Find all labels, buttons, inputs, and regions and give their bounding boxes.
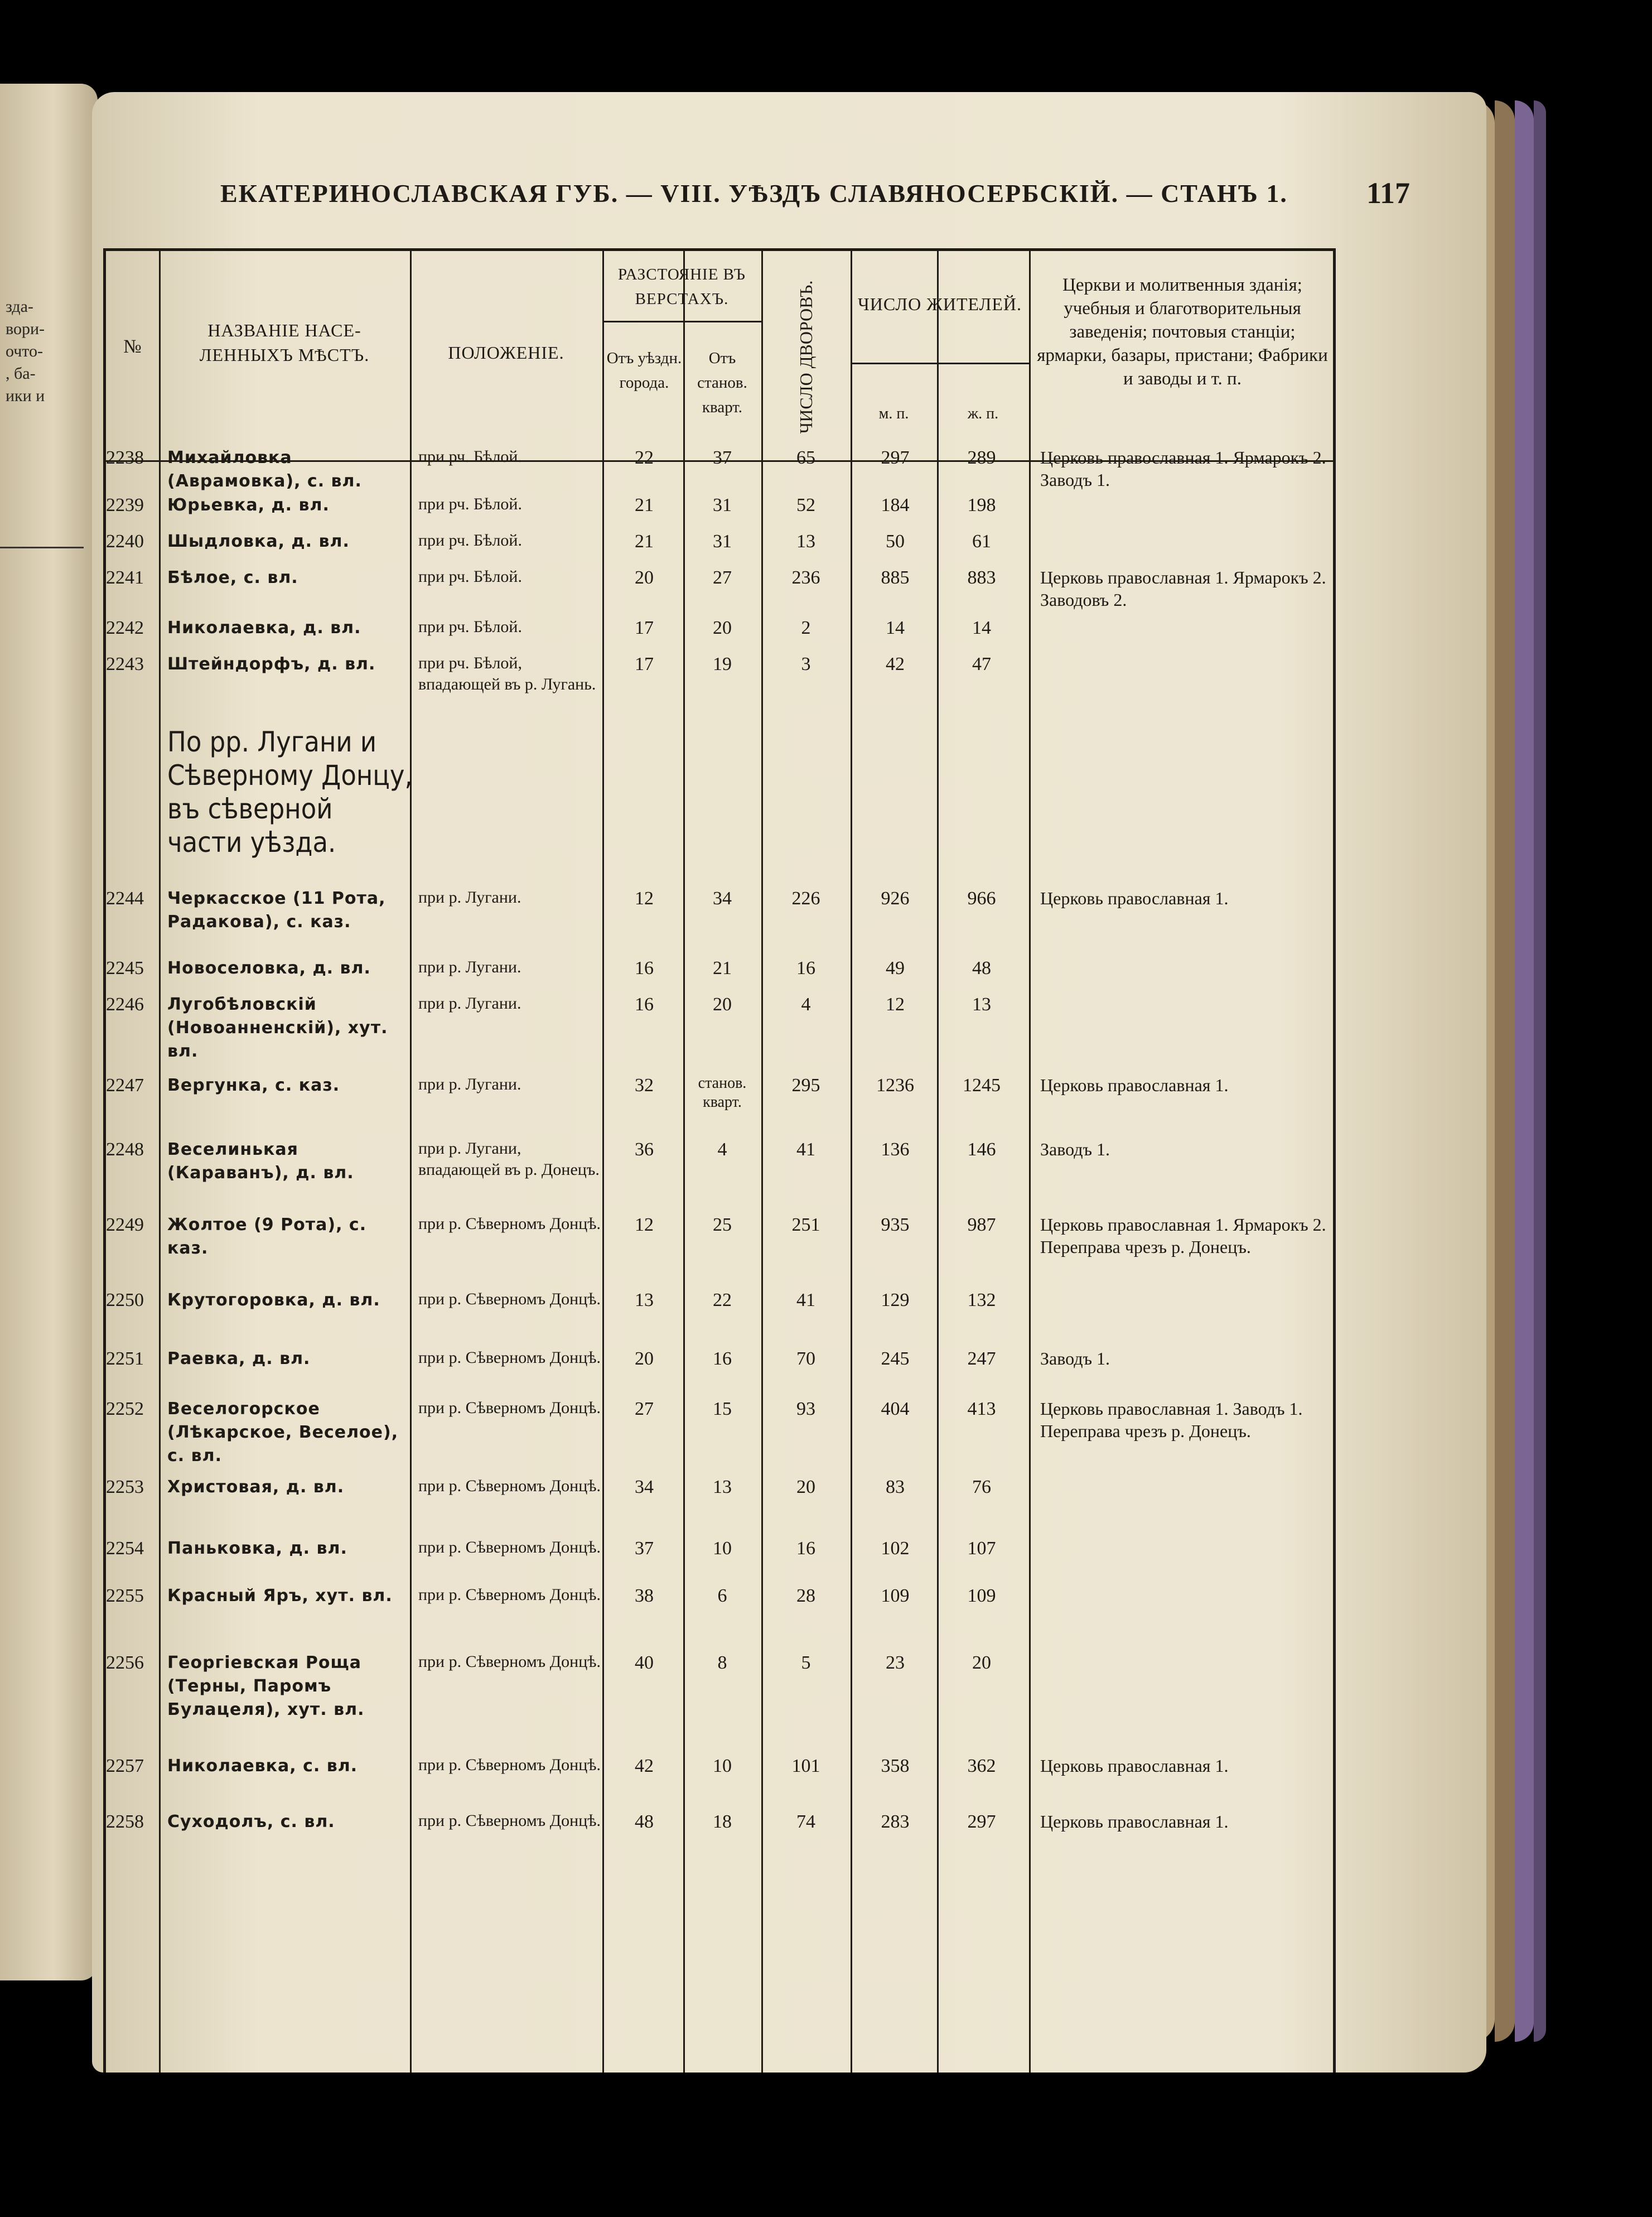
distance-station: 4 bbox=[717, 1139, 727, 1160]
male-count: 23 bbox=[886, 1652, 905, 1673]
distance-station: 10 bbox=[713, 1756, 732, 1776]
position: при р. Сѣверномъ Донцѣ. bbox=[418, 1652, 601, 1671]
distance-city: 42 bbox=[635, 1756, 654, 1776]
header-rule bbox=[602, 321, 761, 322]
female-count: 13 bbox=[972, 994, 991, 1015]
position: при р. Лугани. bbox=[418, 888, 521, 907]
row-number: 2241 bbox=[106, 567, 144, 588]
notes: Церковь православная 1. Ярмарокъ 2. Заводовъ 2. bbox=[1040, 567, 1326, 610]
distance-station: 25 bbox=[713, 1214, 732, 1235]
distance-station: 13 bbox=[713, 1477, 732, 1497]
row-number: 2246 bbox=[106, 994, 144, 1015]
male-count: 12 bbox=[886, 994, 905, 1015]
male-count: 885 bbox=[881, 567, 910, 588]
position: при р. Сѣверномъ Донцѣ. bbox=[418, 1538, 601, 1556]
male-count: 136 bbox=[881, 1139, 910, 1160]
male-count: 109 bbox=[881, 1585, 910, 1606]
header-female: ж. п. bbox=[967, 405, 999, 422]
section-heading: По рр. Лугани и Сѣверному Донцу, въ сѣверной части уѣзда. bbox=[167, 726, 413, 859]
male-count: 129 bbox=[881, 1290, 910, 1310]
left-page-edge bbox=[0, 84, 98, 1980]
row-number: 2250 bbox=[106, 1290, 144, 1310]
female-count: 109 bbox=[967, 1585, 996, 1606]
male-count: 50 bbox=[886, 531, 905, 552]
column-rule bbox=[683, 251, 685, 2073]
yards: 28 bbox=[796, 1585, 815, 1606]
distance-city: 27 bbox=[635, 1399, 654, 1419]
column-rule bbox=[602, 251, 604, 2073]
place-name: Черкасское (11 Рота, Радакова), с. каз. bbox=[167, 889, 386, 932]
page bbox=[92, 92, 1486, 2073]
position: при рч. Бѣлой. bbox=[418, 618, 522, 636]
left-page-fragment: зда- вори- очто- , ба- ики и bbox=[6, 297, 45, 405]
distance-station: 15 bbox=[713, 1399, 732, 1419]
notes: Церковь православная 1. bbox=[1040, 1811, 1229, 1832]
row-number: 2244 bbox=[106, 888, 144, 909]
page-edge bbox=[1495, 100, 1515, 2042]
female-count: 297 bbox=[967, 1811, 996, 1832]
distance-station: 31 bbox=[713, 531, 732, 552]
female-count: 362 bbox=[967, 1756, 996, 1776]
book-cover-edge bbox=[1515, 100, 1534, 2042]
distance-station: 31 bbox=[713, 495, 732, 515]
position: при р. Лугани. bbox=[418, 1075, 521, 1093]
place-name: Бѣлое, с. вл. bbox=[167, 568, 298, 587]
left-page-rule bbox=[0, 547, 84, 548]
position: при рч. Бѣлой. bbox=[418, 531, 522, 550]
male-count: 926 bbox=[881, 888, 910, 909]
place-name: Штейндорфъ, д. вл. bbox=[167, 654, 376, 674]
book-cover-edge bbox=[1534, 100, 1546, 2042]
position: при рч. Бѣлой. bbox=[418, 567, 522, 586]
female-count: 247 bbox=[967, 1348, 996, 1369]
row-number: 2247 bbox=[106, 1075, 144, 1096]
male-count: 1236 bbox=[876, 1075, 914, 1096]
distance-station: 21 bbox=[713, 958, 732, 979]
notes: Церковь православная 1. bbox=[1040, 1075, 1229, 1095]
female-count: 883 bbox=[967, 567, 996, 588]
notes: Церковь православная 1. Ярмарокъ 2. Переправа чрезъ р. Донецъ. bbox=[1040, 1214, 1326, 1257]
place-name: Веселогорское (Лѣкарское, Веселое), с. вл. bbox=[167, 1399, 399, 1466]
yards: 4 bbox=[801, 994, 811, 1015]
place-name: Михайловка (Аврамовка), с. вл. bbox=[167, 448, 362, 491]
distance-station: 27 bbox=[713, 567, 732, 588]
column-rule bbox=[851, 251, 852, 2073]
yards: 52 bbox=[796, 495, 815, 515]
male-count: 404 bbox=[881, 1399, 910, 1419]
place-name: Крутогоровка, д. вл. bbox=[167, 1290, 380, 1310]
place-name: Новоселовка, д. вл. bbox=[167, 958, 371, 978]
position: при р. Сѣверномъ Донцѣ. bbox=[418, 1214, 601, 1233]
female-count: 289 bbox=[967, 447, 996, 468]
header-name: НАЗВАНІЕ НАСЕ-ЛЕННЫХЪ МѢСТЪ. bbox=[199, 320, 370, 365]
position: при рч. Бѣлой. bbox=[418, 495, 522, 513]
notes: Церковь православная 1. Ярмарокъ 2. Заводъ 1. bbox=[1040, 447, 1326, 490]
row-number: 2254 bbox=[106, 1538, 144, 1559]
yards: 65 bbox=[796, 447, 815, 468]
male-count: 14 bbox=[886, 618, 905, 638]
row-number: 2251 bbox=[106, 1348, 144, 1369]
position: при р. Сѣверномъ Донцѣ. bbox=[418, 1756, 601, 1774]
male-count: 42 bbox=[886, 654, 905, 674]
gazetteer-table bbox=[103, 248, 1336, 2073]
distance-station: 20 bbox=[713, 618, 732, 638]
distance-city: 21 bbox=[635, 531, 654, 552]
notes: Заводъ 1. bbox=[1040, 1348, 1110, 1368]
yards: 16 bbox=[796, 958, 815, 979]
position: при р. Лугани. bbox=[418, 994, 521, 1013]
distance-station: 37 bbox=[713, 447, 732, 468]
row-number: 2252 bbox=[106, 1399, 144, 1419]
distance-city: 48 bbox=[635, 1811, 654, 1832]
position: при рч. Бѣлой. bbox=[418, 447, 522, 466]
header-position: ПОЛОЖЕНІЕ. bbox=[448, 343, 564, 363]
row-number: 2248 bbox=[106, 1139, 144, 1160]
yards: 3 bbox=[801, 654, 811, 674]
row-number: 2239 bbox=[106, 495, 144, 515]
yards: 226 bbox=[791, 888, 820, 909]
header-residents: ЧИСЛО ЖИТЕЛЕЙ. bbox=[857, 294, 1022, 314]
female-count: 48 bbox=[972, 958, 991, 979]
header-dist-station: Отъ станов. кварт. bbox=[697, 349, 747, 416]
row-number: 2249 bbox=[106, 1214, 144, 1235]
header-number: № bbox=[123, 336, 142, 357]
distance-station: 19 bbox=[713, 654, 732, 674]
female-count: 14 bbox=[972, 618, 991, 638]
distance-station: 18 bbox=[713, 1811, 732, 1832]
row-number: 2240 bbox=[106, 531, 144, 552]
yards: 5 bbox=[801, 1652, 811, 1673]
notes: Церковь православная 1. Заводъ 1. Переправа чрезъ р. Донецъ. bbox=[1040, 1399, 1303, 1441]
female-count: 61 bbox=[972, 531, 991, 552]
distance-station: 22 bbox=[713, 1290, 732, 1310]
distance-station: станов. кварт. bbox=[698, 1074, 747, 1111]
yards: 13 bbox=[796, 531, 815, 552]
running-header: ЕКАТЕРИНОСЛАВСКАЯ ГУБ. — VIII. УѢЗДЪ СЛАВЯНОСЕРБСКІЙ. — СТАНЪ 1. bbox=[220, 179, 1288, 208]
place-name: Веселинькая (Караванъ), д. вл. bbox=[167, 1140, 354, 1183]
male-count: 358 bbox=[881, 1756, 910, 1776]
distance-city: 40 bbox=[635, 1652, 654, 1673]
female-count: 1245 bbox=[963, 1075, 1001, 1096]
place-name: Суходолъ, с. вл. bbox=[167, 1812, 335, 1832]
female-count: 987 bbox=[967, 1214, 996, 1235]
yards: 41 bbox=[796, 1139, 815, 1160]
column-rule bbox=[761, 251, 763, 2073]
place-name: Красный Яръ, хут. вл. bbox=[167, 1586, 393, 1606]
distance-city: 38 bbox=[635, 1585, 654, 1606]
yards: 236 bbox=[791, 567, 820, 588]
distance-station: 16 bbox=[713, 1348, 732, 1369]
position: при р. Сѣверномъ Донцѣ. bbox=[418, 1477, 601, 1495]
notes: Церковь православная 1. bbox=[1040, 888, 1229, 908]
distance-city: 13 bbox=[635, 1290, 654, 1310]
header-yards: ЧИСЛО ДВОРОВЪ. bbox=[796, 280, 816, 434]
position: при р. Сѣверномъ Донцѣ. bbox=[418, 1290, 601, 1308]
male-count: 184 bbox=[881, 495, 910, 515]
yards: 295 bbox=[791, 1075, 820, 1096]
header-rule bbox=[851, 363, 1029, 364]
position: при р. Сѣверномъ Донцѣ. bbox=[418, 1348, 601, 1367]
notes: Церковь православная 1. bbox=[1040, 1756, 1229, 1776]
female-count: 76 bbox=[972, 1477, 991, 1497]
distance-station: 6 bbox=[717, 1585, 727, 1606]
position: при р. Сѣверномъ Донцѣ. bbox=[418, 1811, 601, 1830]
distance-city: 22 bbox=[635, 447, 654, 468]
place-name: Раевка, д. вл. bbox=[167, 1349, 311, 1368]
header-dist-city: Отъ уѣздн. города. bbox=[606, 349, 682, 392]
distance-city: 36 bbox=[635, 1139, 654, 1160]
male-count: 935 bbox=[881, 1214, 910, 1235]
row-number: 2257 bbox=[106, 1756, 144, 1776]
row-number: 2256 bbox=[106, 1652, 144, 1673]
place-name: Вергунка, с. каз. bbox=[167, 1076, 340, 1095]
place-name: Христовая, д. вл. bbox=[167, 1477, 345, 1497]
notes: Заводъ 1. bbox=[1040, 1139, 1110, 1159]
distance-city: 20 bbox=[635, 567, 654, 588]
distance-station: 8 bbox=[717, 1652, 727, 1673]
position: при рч. Бѣлой, впадающей въ р. Лугань. bbox=[418, 654, 596, 693]
row-number: 2243 bbox=[106, 654, 144, 674]
yards: 251 bbox=[791, 1214, 820, 1235]
header-distance: РАЗСТОЯНІЕ ВЪ ВЕРСТАХЪ. bbox=[618, 266, 746, 308]
row-number: 2245 bbox=[106, 958, 144, 979]
yards: 93 bbox=[796, 1399, 815, 1419]
distance-city: 21 bbox=[635, 495, 654, 515]
header-male: м. п. bbox=[878, 405, 909, 422]
female-count: 47 bbox=[972, 654, 991, 674]
header-notes: Церкви и молитвенныя зданія; учебныя и благотворительныя заведенія; почтовыя станціи; ярмарки, базары, пристани; Фабрики и заводы и т. п. bbox=[1037, 275, 1328, 389]
page-number: 117 bbox=[1366, 176, 1411, 210]
row-number: 2238 bbox=[106, 447, 144, 468]
position: при р. Сѣверномъ Донцѣ. bbox=[418, 1399, 601, 1417]
position: при р. Лугани, впадающей въ р. Донецъ. bbox=[418, 1139, 600, 1179]
row-number: 2255 bbox=[106, 1585, 144, 1606]
distance-city: 17 bbox=[635, 654, 654, 674]
row-number: 2258 bbox=[106, 1811, 144, 1832]
female-count: 107 bbox=[967, 1538, 996, 1559]
distance-city: 16 bbox=[635, 958, 654, 979]
yards: 74 bbox=[796, 1811, 815, 1832]
distance-city: 37 bbox=[635, 1538, 654, 1559]
place-name: Георгіевская Роща (Терны, Паромъ Булацеля), хут. вл. bbox=[167, 1653, 365, 1719]
column-rule bbox=[410, 251, 412, 2073]
yards: 2 bbox=[801, 618, 811, 638]
distance-city: 12 bbox=[635, 1214, 654, 1235]
distance-station: 20 bbox=[713, 994, 732, 1015]
row-number: 2253 bbox=[106, 1477, 144, 1497]
male-count: 102 bbox=[881, 1538, 910, 1559]
place-name: Николаевка, с. вл. bbox=[167, 1756, 358, 1776]
column-rule bbox=[159, 251, 161, 2073]
row-number: 2242 bbox=[106, 618, 144, 638]
position: при р. Лугани. bbox=[418, 958, 521, 976]
column-rule bbox=[937, 251, 939, 2073]
distance-station: 10 bbox=[713, 1538, 732, 1559]
male-count: 83 bbox=[886, 1477, 905, 1497]
place-name: Жолтое (9 Рота), с. каз. bbox=[167, 1215, 367, 1258]
female-count: 966 bbox=[967, 888, 996, 909]
female-count: 198 bbox=[967, 495, 996, 515]
male-count: 245 bbox=[881, 1348, 910, 1369]
distance-city: 17 bbox=[635, 618, 654, 638]
female-count: 132 bbox=[967, 1290, 996, 1310]
female-count: 20 bbox=[972, 1652, 991, 1673]
position: при р. Сѣверномъ Донцѣ. bbox=[418, 1585, 601, 1604]
distance-city: 20 bbox=[635, 1348, 654, 1369]
place-name: Лугобѣловскій (Новоанненскій), хут. вл. bbox=[167, 995, 388, 1061]
distance-station: 34 bbox=[713, 888, 732, 909]
male-count: 297 bbox=[881, 447, 910, 468]
yards: 41 bbox=[796, 1290, 815, 1310]
place-name: Паньковка, д. вл. bbox=[167, 1539, 347, 1558]
distance-city: 34 bbox=[635, 1477, 654, 1497]
distance-city: 12 bbox=[635, 888, 654, 909]
place-name: Николаевка, д. вл. bbox=[167, 618, 361, 638]
distance-city: 32 bbox=[635, 1075, 654, 1096]
yards: 20 bbox=[796, 1477, 815, 1497]
female-count: 146 bbox=[967, 1139, 996, 1160]
place-name: Юрьевка, д. вл. bbox=[167, 495, 330, 515]
yards: 16 bbox=[796, 1538, 815, 1559]
female-count: 413 bbox=[967, 1399, 996, 1419]
distance-city: 16 bbox=[635, 994, 654, 1015]
column-rule bbox=[1029, 251, 1031, 2073]
male-count: 283 bbox=[881, 1811, 910, 1832]
yards: 70 bbox=[796, 1348, 815, 1369]
male-count: 49 bbox=[886, 958, 905, 979]
yards: 101 bbox=[791, 1756, 820, 1776]
place-name: Шыдловка, д. вл. bbox=[167, 532, 350, 551]
